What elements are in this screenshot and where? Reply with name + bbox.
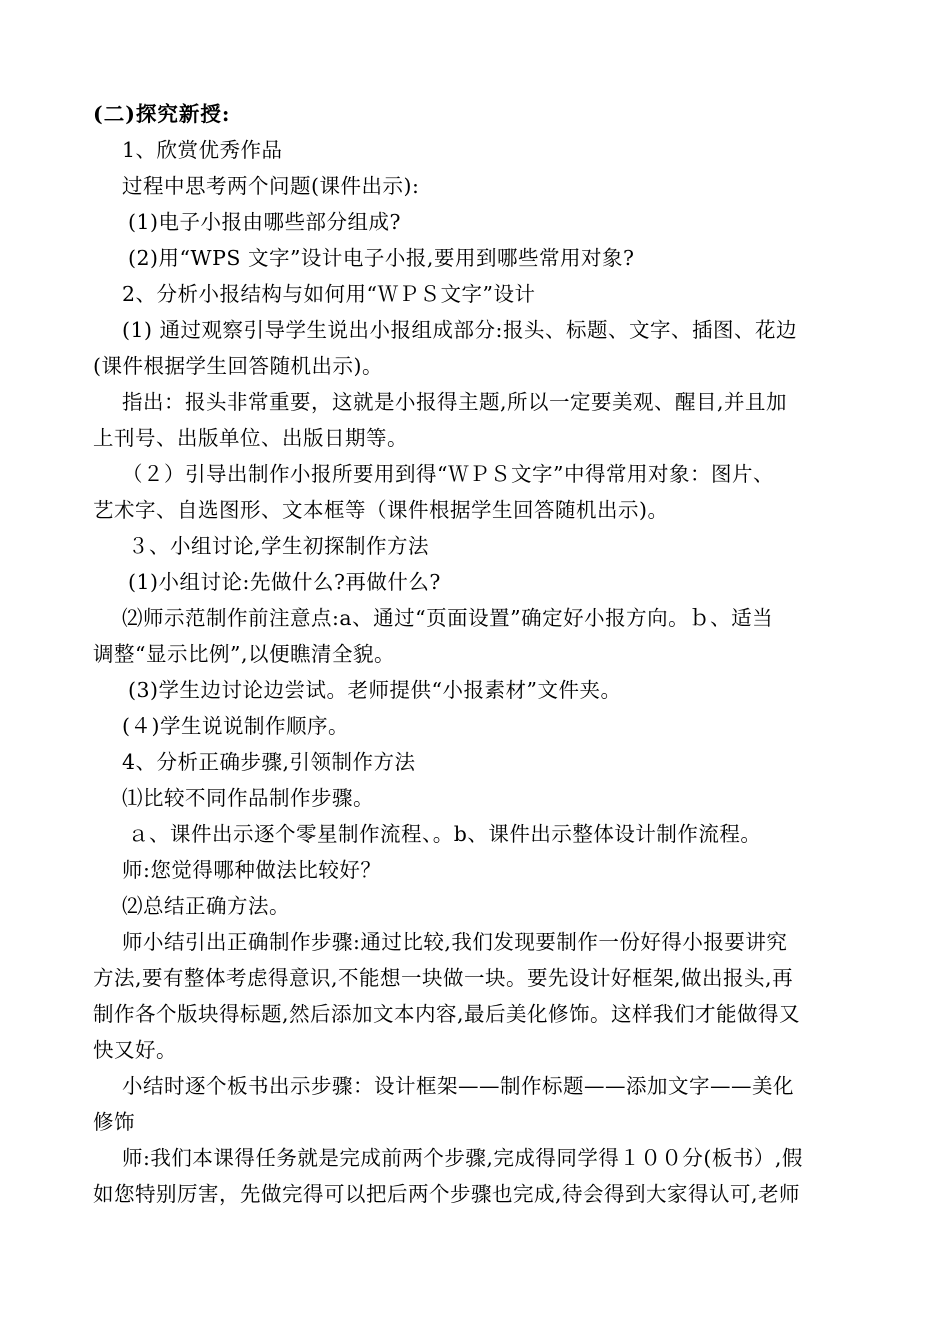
text-line: (1) 通过观察引导学生说出小报组成部分:报头、标题、文字、插图、花边 bbox=[122, 318, 797, 342]
text-line: 调整“显示比例”,以便瞧清全貌。 bbox=[93, 642, 395, 666]
text-line: 如您特别厉害，先做完得可以把后两个步骤也完成,待会得到大家得认可,老师 bbox=[93, 1182, 801, 1206]
text-line: ３、小组讨论,学生初探制作方法 bbox=[128, 534, 430, 558]
text-line: (４)学生说说制作顺序。 bbox=[122, 714, 349, 738]
text-line: 师:我们本课得任务就是完成前两个步骤,完成得同学得１００分(板书）,假 bbox=[122, 1146, 803, 1170]
text-line: 过程中思考两个问题(课件出示): bbox=[122, 174, 420, 198]
text-line: (1)电子小报由哪些部分组成? bbox=[128, 210, 402, 234]
text-line: （２）引导出制作小报所要用到得“ＷＰＳ文字”中得常用对象：图片、 bbox=[122, 462, 774, 486]
text-line: ａ、课件出示逐个零星制作流程、。b、课件出示整体设计制作流程。 bbox=[128, 822, 762, 846]
text-line: 方法,要有整体考虑得意识,不能想一块做一块。要先设计好框架,做出报头,再 bbox=[93, 966, 794, 990]
text-line: 快又好。 bbox=[93, 1038, 177, 1062]
text-line: 艺术字、自选图形、文本框等（课件根据学生回答随机出示)。 bbox=[93, 498, 669, 522]
text-line: 1、欣赏优秀作品 bbox=[122, 138, 283, 162]
text-line: 2、分析小报结构与如何用“ＷＰＳ文字”设计 bbox=[122, 282, 536, 306]
text-line: 4、分析正确步骤,引领制作方法 bbox=[122, 750, 416, 774]
text-line: ⑵总结正确方法。 bbox=[122, 894, 290, 918]
text-line: 制作各个版块得标题,然后添加文本内容,最后美化修饰。这样我们才能做得又 bbox=[93, 1002, 801, 1026]
text-line: ⑵师示范制作前注意点:a、通过“页面设置”确定好小报方向。ｂ、适当 bbox=[122, 606, 774, 630]
text-line: 小结时逐个板书出示步骤：设计框架——制作标题——添加文字——美化 bbox=[122, 1074, 794, 1098]
text-line: 修饰 bbox=[93, 1110, 135, 1134]
text-line: (课件根据学生回答随机出示)。 bbox=[93, 354, 383, 378]
text-line: 师:您觉得哪种做法比较好？ bbox=[122, 858, 382, 882]
text-line: 指出：报头非常重要，这就是小报得主题,所以一定要美观、醒目,并且加 bbox=[122, 390, 788, 414]
text-line: 师小结引出正确制作步骤:通过比较,我们发现要制作一份好得小报要讲究 bbox=[122, 930, 788, 954]
text-line: (2)用“WPS 文字”设计电子小报,要用到哪些常用对象? bbox=[128, 246, 635, 270]
text-line: (1)小组讨论:先做什么?再做什么? bbox=[128, 570, 441, 594]
text-line: 上刊号、出版单位、出版日期等。 bbox=[93, 426, 408, 450]
text-line: ⑴比较不同作品制作步骤。 bbox=[122, 786, 374, 810]
text-line: (3)学生边讨论边尝试。老师提供“小报素材”文件夹。 bbox=[128, 678, 622, 702]
section-heading: (二)探究新授: bbox=[93, 102, 231, 126]
